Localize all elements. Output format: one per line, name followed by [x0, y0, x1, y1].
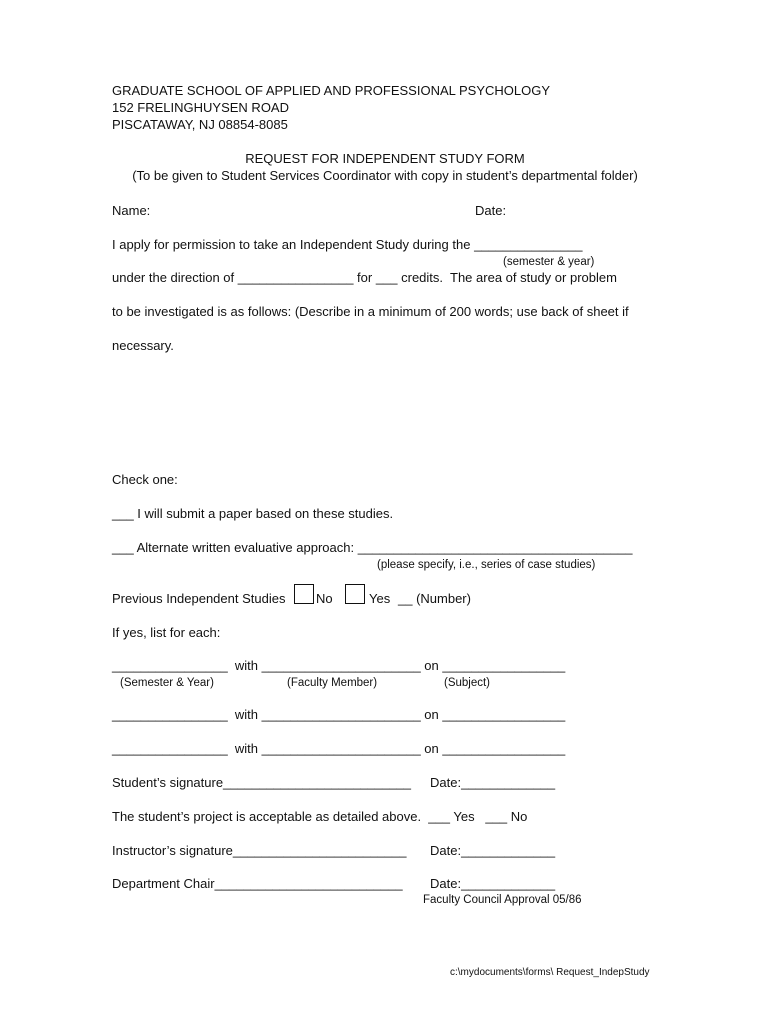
subject-hint: (Subject): [444, 677, 491, 689]
option-paper: ___ I will submit a paper based on these studies.: [112, 506, 394, 521]
yes-label: Yes: [369, 591, 391, 606]
school-street: 152 FRELINGHUYSEN ROAD: [112, 100, 289, 115]
date-label: Date:: [475, 203, 507, 218]
instructor-signature: Instructor’s signature________________________: [112, 843, 407, 858]
previous-studies-label: Previous Independent Studies: [112, 591, 286, 606]
study-row: ________________ with ______________________ on _________________: [112, 741, 566, 756]
faculty-member-hint: (Faculty Member): [287, 677, 378, 689]
acceptable-line: The student’s project is acceptable as detailed above. ___ Yes ___ No: [112, 809, 528, 824]
school-name: GRADUATE SCHOOL OF APPLIED AND PROFESSIONAL PSYCHOLOGY: [112, 83, 551, 98]
chair-date: Date:_____________: [430, 876, 556, 891]
department-chair-signature: Department Chair__________________________: [112, 876, 403, 891]
study-row: ________________ with ______________________ on _________________: [112, 707, 566, 722]
form-title: REQUEST FOR INDEPENDENT STUDY FORM: [245, 151, 525, 166]
form-subtitle: (To be given to Student Services Coordinator with copy in student’s departmental folder): [132, 168, 638, 183]
number-label: __ (Number): [398, 591, 471, 606]
faculty-council-approval: Faculty Council Approval 05/86: [423, 894, 582, 906]
student-signature: Student’s signature__________________________: [112, 775, 412, 790]
study-row: ________________ with ______________________ on _________________: [112, 658, 566, 673]
no-checkbox[interactable]: [294, 584, 314, 604]
yes-checkbox[interactable]: [345, 584, 365, 604]
check-heading: Check one:: [112, 472, 178, 487]
student-date: Date:_____________: [430, 775, 556, 790]
semester-hint: (semester & year): [503, 256, 595, 268]
if-yes-label: If yes, list for each:: [112, 625, 221, 640]
file-path-footer: c:\mydocuments\forms\ Request_IndepStudy: [450, 967, 650, 978]
semester-year-hint: (Semester & Year): [120, 677, 214, 689]
no-label: No: [316, 591, 333, 606]
school-city: PISCATAWAY, NJ 08854-8085: [112, 117, 288, 132]
necessary-line: necessary.: [112, 338, 174, 353]
alternate-hint: (please specify, i.e., series of case studies): [377, 559, 596, 571]
direction-line: under the direction of ________________ for ___ credits. The area of study or problem: [112, 270, 617, 285]
option-alternate: ___ Alternate written evaluative approach: ______________________________________: [112, 540, 633, 555]
apply-line: I apply for permission to take an Independent Study during the _______________: [112, 237, 583, 252]
name-label: Name:: [112, 203, 151, 218]
investigate-line: to be investigated is as follows: (Describe in a minimum of 200 words; use back of sheet if: [112, 304, 629, 319]
instructor-date: Date:_____________: [430, 843, 556, 858]
